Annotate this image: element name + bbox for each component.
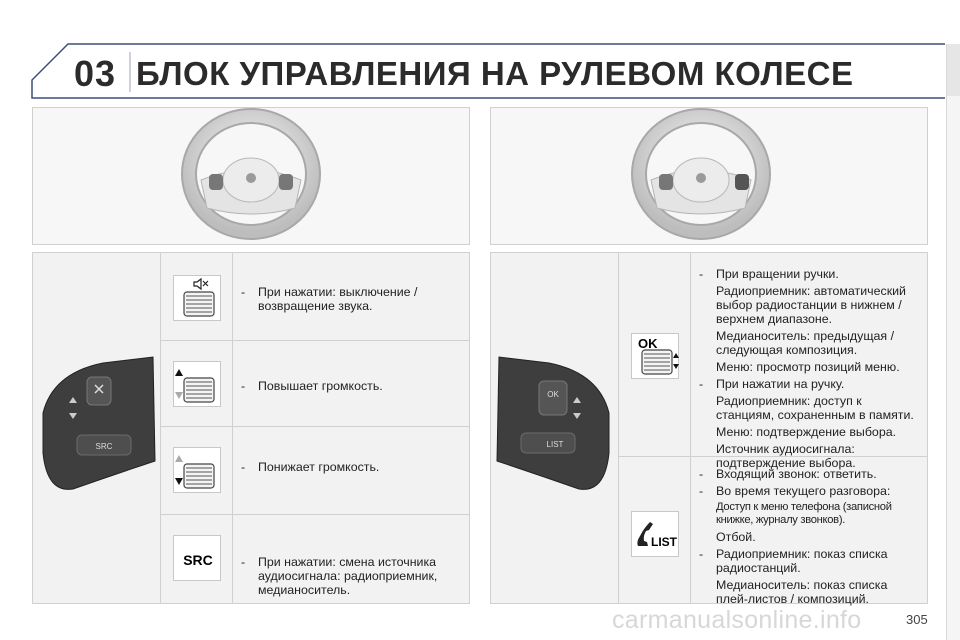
control-row	[161, 515, 469, 603]
left-controls-table	[32, 252, 470, 604]
description-text: При нажатии на ручку.	[716, 377, 845, 391]
dash-bullet: -	[241, 460, 246, 474]
volume-up-wheel-icon	[174, 362, 222, 408]
description-subitem: Доступ к меню телефона (записной книжке, журналу звонков).	[716, 501, 892, 526]
left-controls-rows	[161, 253, 469, 603]
description-item	[241, 460, 461, 474]
steering-wheel-left-icon	[33, 108, 471, 246]
closeup-list-label: LIST	[546, 440, 564, 449]
control-icon-box	[173, 361, 221, 407]
chapter-header	[0, 40, 945, 102]
control-icon-box	[173, 275, 221, 321]
dash-bullet: -	[699, 547, 704, 561]
control-icon-cell	[161, 253, 233, 340]
control-icon-cell	[161, 515, 233, 603]
description-item	[699, 267, 919, 281]
steering-left-controls-icon	[33, 253, 161, 603]
description-text: Во время текущего разговора:	[716, 484, 891, 498]
description-item	[699, 377, 919, 391]
control-description	[241, 427, 461, 514]
steering-wheel-photo-right	[490, 107, 928, 245]
description-text: При нажатии: выключение / возвращение звука.	[258, 285, 418, 313]
steering-right-controls-icon	[491, 253, 619, 603]
control-icon-cell	[619, 457, 691, 603]
ok-label: OK	[638, 336, 658, 351]
right-controls-table	[490, 252, 928, 604]
dash-bullet: -	[241, 285, 246, 299]
list-label: LIST	[651, 535, 677, 549]
dash-bullet: -	[241, 379, 246, 393]
control-icon-cell	[161, 341, 233, 426]
dash-bullet: -	[699, 267, 704, 281]
closeup-ok-label: OK	[547, 390, 559, 399]
control-icon-cell	[619, 253, 691, 456]
description-item	[699, 547, 919, 575]
right-controls-rows	[619, 253, 927, 606]
description-subitem: Меню: просмотр позиций меню.	[716, 360, 900, 374]
control-description	[241, 341, 461, 426]
description-item	[699, 484, 919, 498]
dash-bullet: -	[699, 377, 704, 391]
chapter-number: 03	[74, 53, 117, 94]
control-description	[699, 253, 919, 470]
closeup-src-label: SRC	[95, 442, 113, 451]
control-row	[161, 427, 469, 515]
chapter-title: БЛОК УПРАВЛЕНИЯ НА РУЛЕВОМ КОЛЕСЕ	[136, 55, 854, 92]
left-controls-closeup	[33, 253, 161, 603]
control-row	[161, 341, 469, 427]
control-icon-box	[631, 511, 679, 557]
steering-wheel-right-icon	[491, 108, 929, 246]
mute-wheel-icon	[174, 276, 222, 322]
control-row	[619, 457, 927, 606]
control-description	[699, 457, 919, 606]
description-text: При нажатии: смена источника аудиосигнала: радиоприемник, медианоситель.	[258, 555, 438, 597]
watermark: carmanualsonline.info	[612, 606, 862, 634]
description-text: При вращении ручки.	[716, 267, 839, 281]
volume-down-wheel-icon	[174, 448, 222, 494]
description-text: Повышает громкость.	[258, 379, 383, 393]
phone-list-button-icon	[632, 512, 680, 558]
description-subitem: Меню: подтверждение выбора.	[716, 425, 897, 439]
dash-bullet: -	[241, 555, 246, 569]
control-row	[161, 253, 469, 341]
description-item	[699, 467, 919, 481]
description-subitem: Медианоситель: показ списка плей-листов / композиций.	[716, 578, 888, 606]
control-row	[619, 253, 927, 470]
description-text: Входящий звонок: ответить.	[716, 467, 877, 481]
description-subitem: Радиоприемник: доступ к станциям, сохраненным в памяти.	[716, 394, 914, 422]
control-icon-box	[631, 333, 679, 379]
steering-wheel-photo-left	[32, 107, 470, 245]
dash-bullet: -	[699, 467, 704, 481]
page-edge-tab	[946, 44, 960, 640]
src-label: SRC	[183, 552, 213, 568]
description-item	[241, 285, 461, 313]
description-subitem: Источник аудиосигнала: подтверждение выбора.	[716, 442, 856, 470]
control-icon-box	[173, 447, 221, 493]
description-subitem: Радиоприемник: автоматический выбор радиостанции в нижнем / верхнем диапазоне.	[716, 284, 906, 326]
description-item	[241, 379, 461, 393]
control-icon-cell	[161, 427, 233, 514]
ok-wheel-icon	[632, 334, 680, 380]
control-description	[241, 515, 461, 603]
control-description	[241, 253, 461, 340]
description-subitem: Отбой.	[716, 530, 756, 544]
description-subitem: Медианоситель: предыдущая / следующая композиция.	[716, 329, 895, 357]
right-controls-closeup	[491, 253, 619, 603]
src-button-icon	[174, 536, 222, 582]
description-item	[241, 555, 461, 597]
dash-bullet: -	[699, 484, 704, 498]
page-number: 305	[906, 612, 928, 627]
description-text: Радиоприемник: показ списка радиостанций.	[716, 547, 888, 575]
control-icon-box	[173, 535, 221, 581]
description-text: Понижает громкость.	[258, 460, 380, 474]
